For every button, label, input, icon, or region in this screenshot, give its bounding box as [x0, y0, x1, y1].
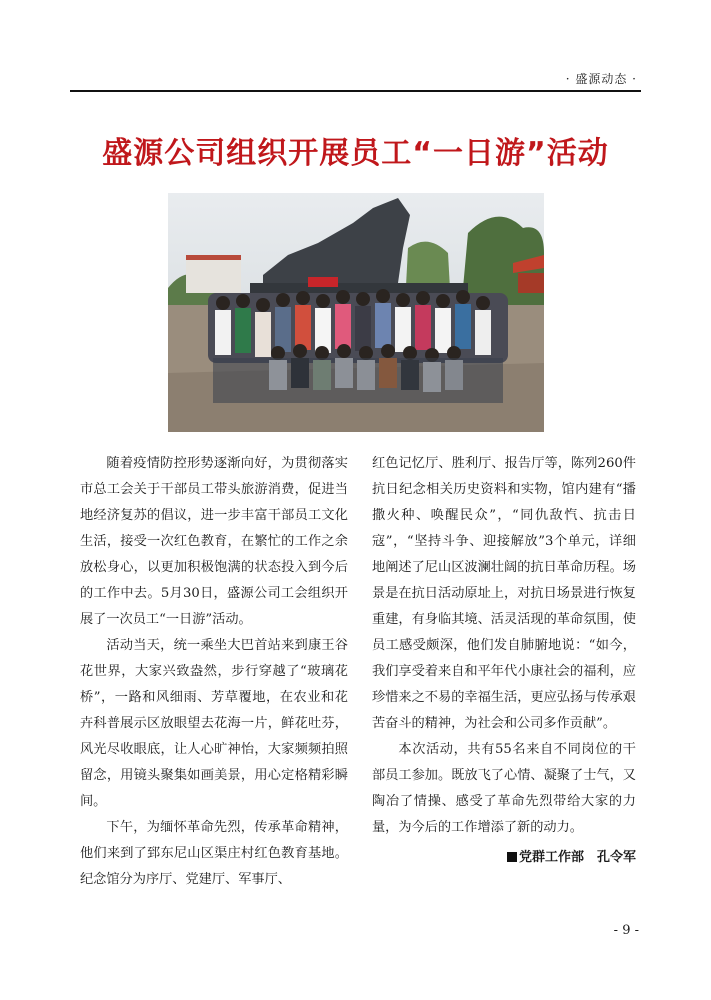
paragraph-continued: 红色记忆厅、胜利厅、报告厅等，陈列260件抗日纪念相关历史资料和实物，馆内建有“播撒火种、唤醒民众”，“同仇敌忾、抗击日寇”，“坚持斗争、迎接解放”3个单元，详细地阐述了尼山区波澜壮阔的抗日革命历程。场景是在抗日活动原址上，对抗日场景进行恢复重建，有身临其境、活灵活现的革命氛围，使员工感受颇深，他们发自肺腑地说：“如今，我们享受着来自和平年代小康社会的福利，应珍惜来之不易的幸福生活，更应弘扬与传承艰苦奋斗的精神，为社会和公司多作贡献”。	[372, 456, 636, 731]
group-photo-illustration	[168, 193, 544, 432]
paragraph: 本次活动，共有55名来自不同岗位的干部员工参加。既放飞了心情、凝聚了士气，又陶冶了情操、感受了革命先烈带给大家的力量，为今后的工作增添了新的动力。	[372, 742, 636, 835]
article-column-left	[80, 451, 348, 893]
byline	[372, 845, 636, 871]
article-title: 盛源公司组织开展员工“一日游”活动	[102, 136, 609, 171]
section-tag: · 盛源动态 ·	[565, 72, 637, 86]
paragraph: 下午，为缅怀革命先烈，传承革命精神，他们来到了郅东尼山区渠庄村红色教育基地。纪念馆分为序厅、党建厅、军事厅、	[80, 820, 348, 887]
paragraph: 随着疫情防控形势逐渐向好，为贯彻落实市总工会关于干部员工带头旅游消费，促进当地经济复苏的倡议，进一步丰富干部员工文化生活，接受一次红色教育，在繁忙的工作之余放松身心，以更加积极饱满的状态投入到今后的工作中去。5月30日，盛源公司工会组织开展了一次员工“一日游”活动。	[80, 456, 348, 627]
header-rule	[70, 90, 641, 92]
byline-text: 党群工作部 孔令军	[518, 850, 636, 865]
square-bullet-icon	[507, 852, 517, 862]
paragraph: 活动当天，统一乘坐大巴首站来到康王谷花世界，大家兴致盎然，步行穿越了“玻璃花桥”，一路和风细雨、芳草覆地，在农业和花卉科普展示区放眼望去花海一片，鲜花吐芬，风光尽收眼底，让人心旷神怡，大家频频拍照留念，用镜头聚集如画美景，用心定格精彩瞬间。	[80, 638, 348, 809]
page-number: - 9 -	[613, 923, 639, 938]
group-photo	[168, 193, 544, 432]
article-column-right	[372, 451, 636, 871]
